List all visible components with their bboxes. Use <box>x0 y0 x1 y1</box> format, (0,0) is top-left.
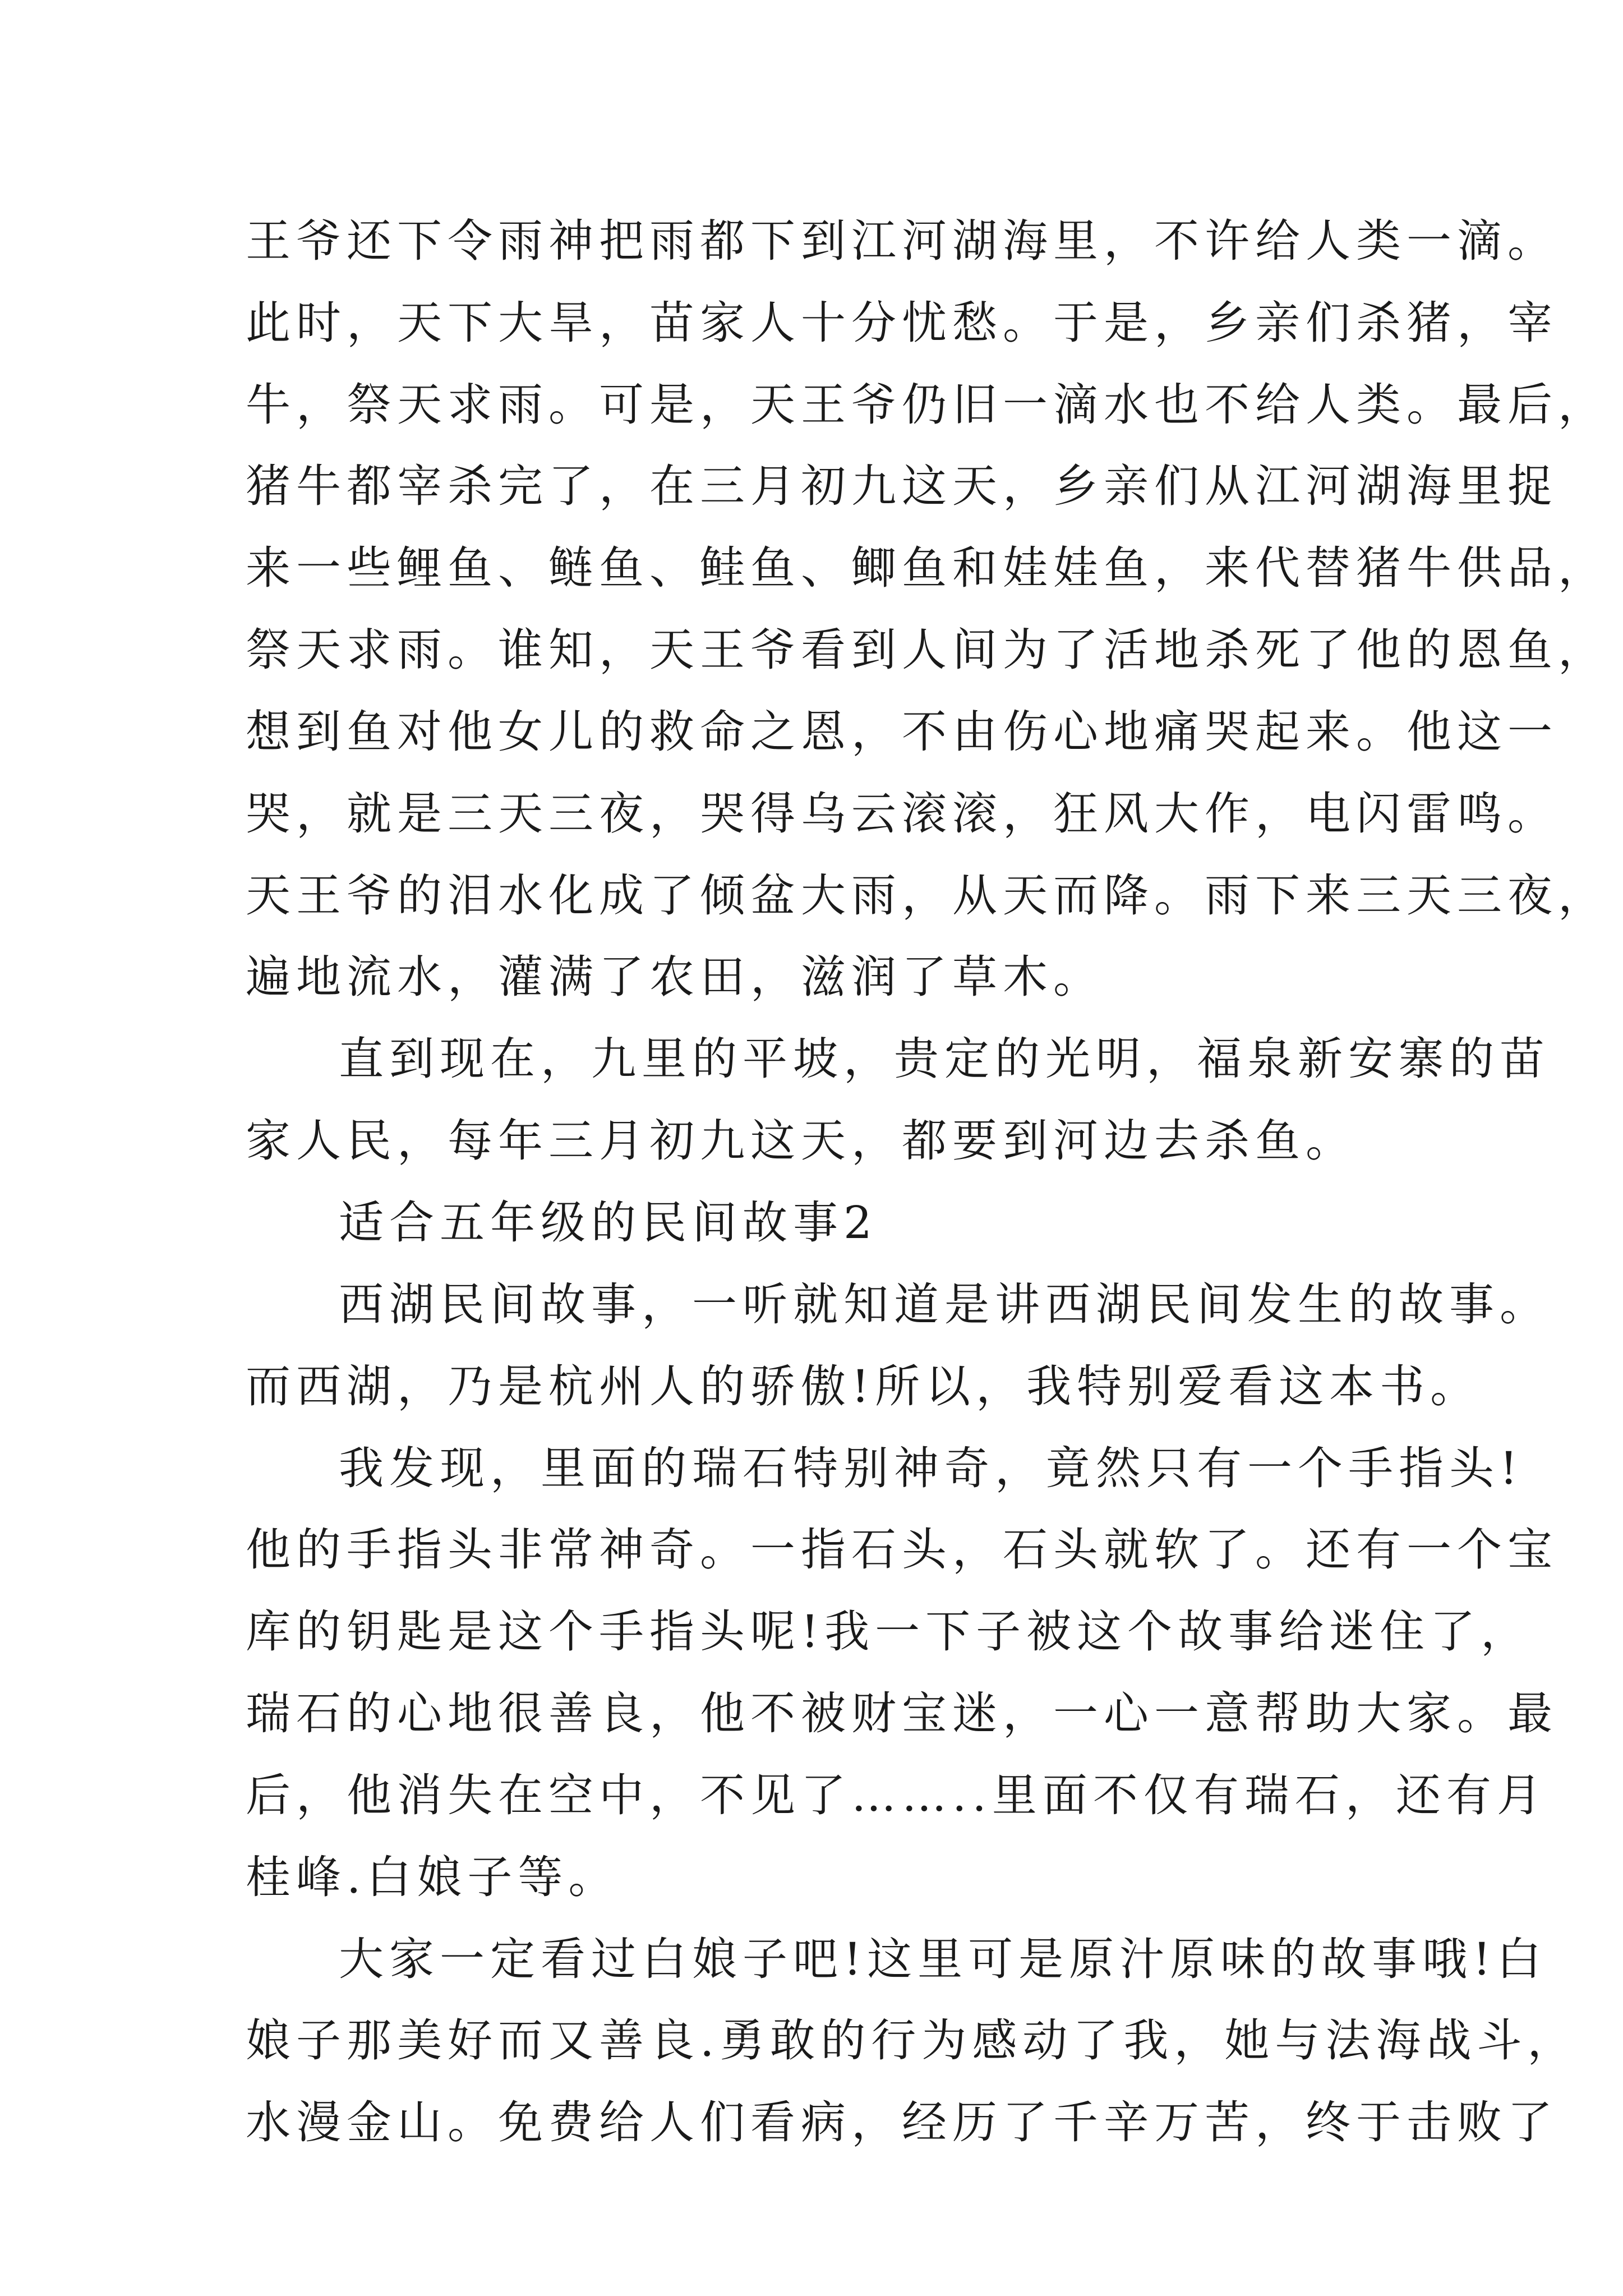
text-line: 猪牛都宰杀完了，在三月初九这天，乡亲们从江河湖海里捉 <box>246 460 1558 512</box>
text-line: 他的手指头非常神奇。一指石头，石头就软了。还有一个宝 <box>246 1524 1558 1576</box>
text-line: 此时，天下大旱，苗家人十分忧愁。于是，乡亲们杀猪，宰 <box>246 297 1558 349</box>
paragraph-first-line: 我发现，里面的瑞石特别神奇，竟然只有一个手指头! <box>339 1442 1524 1494</box>
section-heading: 适合五年级的民间故事2 <box>339 1197 878 1249</box>
text-line: 家人民，每年三月初九这天，都要到河边去杀鱼。 <box>246 1115 1356 1167</box>
text-line: 库的钥匙是这个手指头呢!我一下子被这个故事给迷住了， <box>246 1605 1532 1658</box>
text-line: 来一些鲤鱼、鲢鱼、鲑鱼、鲫鱼和娃娃鱼，来代替猪牛供品， <box>246 542 1608 594</box>
text-line: 哭，就是三天三夜，哭得乌云滚滚，狂风大作，电闪雷鸣。 <box>246 788 1558 840</box>
text-line: 牛，祭天求雨。可是，天王爷仍旧一滴水也不给人类。最后， <box>246 379 1608 431</box>
text-line: 后，他消失在空中，不见了……..里面不仅有瑞石，还有月 <box>246 1769 1547 1821</box>
text-line: 天王爷的泪水化成了倾盆大雨，从天而降。雨下来三天三夜， <box>246 869 1608 922</box>
text-line: 想到鱼对他女儿的救命之恩，不由伤心地痛哭起来。他这一 <box>246 706 1558 758</box>
text-line: 桂峰.白娘子等。 <box>246 1851 619 1903</box>
text-line: 而西湖，乃是杭州人的骄傲!所以，我特别爱看这本书。 <box>246 1360 1481 1412</box>
text-line: 娘子那美好而又善良.勇敢的行为感动了我，她与法海战斗， <box>246 2014 1578 2067</box>
text-line: 水漫金山。免费给人们看病，经历了千辛万苦，终于击败了 <box>246 2096 1558 2148</box>
text-line: 遍地流水，灌满了农田，滋润了草木。 <box>246 951 1104 1003</box>
paragraph-first-line: 大家一定看过白娘子吧!这里可是原汁原味的故事哦!白 <box>339 1933 1547 1985</box>
paragraph-first-line: 直到现在，九里的平坡，贵定的光明，福泉新安寨的苗 <box>339 1033 1550 1085</box>
paragraph-first-line: 西湖民间故事，一听就知道是讲西湖民间发生的故事。 <box>339 1278 1550 1331</box>
text-line: 王爷还下令雨神把雨都下到江河湖海里，不许给人类一滴。 <box>246 215 1558 267</box>
text-line: 瑞石的心地很善良，他不被财宝迷，一心一意帮助大家。最 <box>246 1687 1558 1740</box>
text-line: 祭天求雨。谁知，天王爷看到人间为了活地杀死了他的恩鱼， <box>246 624 1608 676</box>
